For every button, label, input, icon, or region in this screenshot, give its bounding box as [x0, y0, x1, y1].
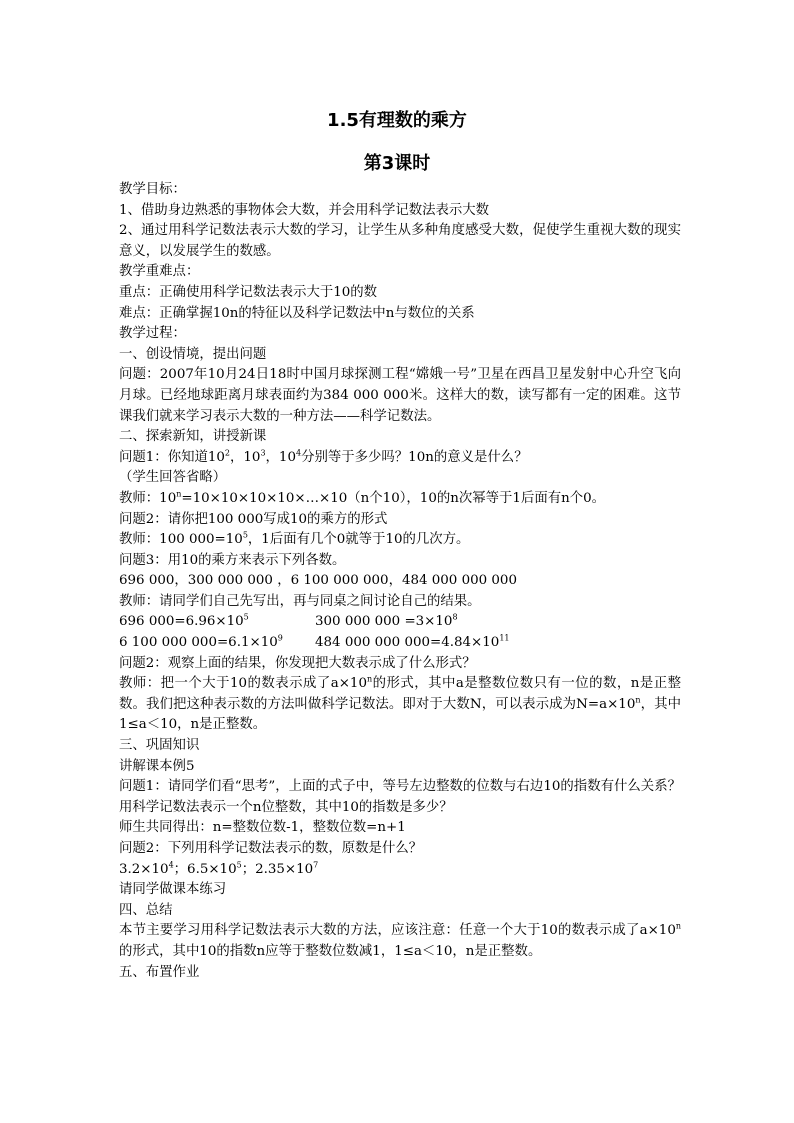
- question-observe: 问题2：观察上面的结果，你发现把大数表示成了什么形式？: [119, 655, 476, 671]
- question-original-number: 问题2：下列用科学记数法表示的数，原数是什么？: [119, 841, 423, 856]
- question-1: 问题1：你知道$10^2$，$10^3$，$10^4$分别等于多少吗？10n的意义是什么？: [119, 448, 528, 465]
- example-note: 讲解课本例5: [119, 758, 195, 774]
- section-heading-3: 三、巩固知识: [119, 738, 200, 754]
- number-list: 696 000，300 000 000 ，6 100 000 000，484 000 000 000: [119, 573, 517, 589]
- student-answer-note: （学生回答省略）: [119, 470, 227, 486]
- goal-1: 1、借助身边熟悉的事物体会大数，并会用科学记数法表示大数: [119, 202, 490, 218]
- result-row-2: 6 100 000 $000=6.1\times 10^9$ 484 000 000 $000=4.84\times 10^{11}$: [119, 633, 510, 651]
- section-label-key-points: 教学重难点：: [119, 264, 200, 280]
- section-heading-5: 五、布置作业: [119, 964, 200, 980]
- summary-text: 本节主要学习用科学记数法表示大数的方法，应该注意：任意一个大于10的数表示成了$a\times 10^n$的形式，其中10的指数n应等于整数位数减1，1≤a＜10，n是正整数。: [119, 921, 681, 959]
- question-2: 问题2：请你把100 000写成10的乘方的形式: [119, 511, 388, 527]
- difficult-point: 难点：正确掌握10n的特征以及科学记数法中n与数位的关系: [119, 305, 475, 321]
- exercise-numbers: $3.2\times 10^4$；$6.5\times 10^5$；$2.35\times 10^7$: [119, 860, 319, 877]
- teacher-note-1: 教师：$10^n=10\times 10\times 10\times 10\times\dots\times 10(n$个10），10的n次幂等于1后面有n个0。: [119, 489, 606, 506]
- section-label-process: 教学过程：: [119, 326, 186, 342]
- section-heading-1: 一、创设情境，提出问题: [119, 346, 267, 362]
- key-point: 重点：正确使用科学记数法表示大于10的数: [119, 284, 378, 300]
- lesson-subtitle: 第3课时: [363, 153, 431, 174]
- teacher-note-3: 教师：请同学们自己先写出，再与同桌之间讨论自己的结果。: [119, 593, 481, 609]
- result-row-1: 696 $000=6.96\times 10^5$ 300 000 $000 =3\times 10^8$: [119, 613, 458, 630]
- question-3: 问题3：用10的乘方来表示下列各数。: [119, 552, 346, 568]
- exercise-instruction: 请同学做课本练习: [119, 882, 227, 898]
- conclusion-formula: 师生共同得出：n=整数位数-1，整数位数=n+1: [119, 820, 406, 836]
- question-think: 问题1：请同学们看“思考”，上面的式子中，等号左边整数的位数与右边10的指数有什么关系？用科学记数法表示一个n位整数，其中10的指数是多少？: [119, 779, 681, 815]
- goal-2: 2、通过用科学记数法表示大数的学习，让学生从多种角度感受大数，促使学生重视大数的现实意义，以发展学生的数感。: [119, 223, 681, 259]
- document-title: 1.5有理数的乘方: [327, 110, 467, 131]
- problem-intro: 问题：2007年10月24日18时中国月球探测工程“嫦娥一号”卫星在西昌卫星发射中心升空飞向月球。已经地球距离月球表面约为384 000 000米。这样大的数，读写都有一定的困难。这节课我们就来学习表示大数的一种方法——科学记数法。: [119, 367, 681, 424]
- document-body: [119, 180, 681, 983]
- teacher-note-2: 教师：100 $000=10^5$，1后面有几个0就等于10的几次方。: [119, 530, 470, 548]
- section-label-goals: 教学目标：: [119, 182, 186, 197]
- section-heading-2: 二、探索新知，讲授新课: [119, 429, 267, 445]
- section-heading-4: 四、总结: [119, 902, 173, 918]
- teacher-definition: 教师：把一个大于10的数表示成了$a\times 10^n$的形式，其中a是整数位数只有一位的数，n是正整数。我们把这种表示数的方法叫做科学记数法。即对于大数N，可以表示成为$N=a\times 10^n$，其中1≤a＜10，n是正整数。: [119, 674, 682, 733]
